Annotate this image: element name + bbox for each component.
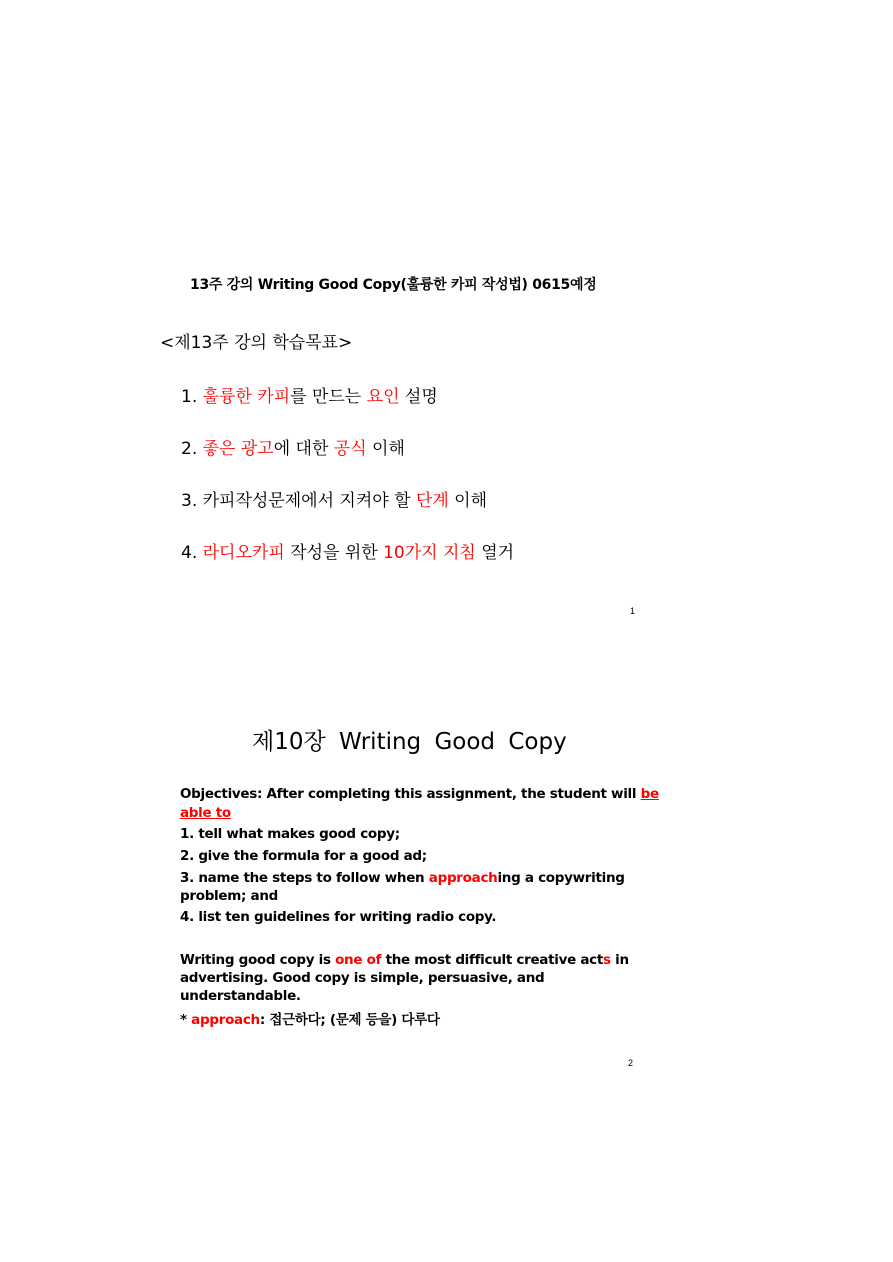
objective-item-3: 3. name the steps to follow when approaching a copywriting (180, 870, 625, 886)
highlight: one of (335, 952, 382, 968)
paragraph-line: understandable. (180, 988, 301, 1004)
goal-2: 2. 좋은 광고에 대한 공식 이해 (181, 439, 405, 459)
highlight: 공식 (333, 439, 367, 459)
highlight: 좋은 광고 (202, 439, 274, 459)
highlight: be (640, 786, 659, 802)
highlight: 단계 (415, 491, 449, 511)
goal-1: 1. 훌륭한 카피를 만드는 요인 설명 (181, 387, 438, 407)
goal-3: 3. 카피작성문제에서 지켜야 할 단계 이해 (181, 491, 488, 511)
highlight: 요인 (366, 387, 400, 407)
paragraph-line: Writing good copy is one of the most difficult creative acts in (180, 952, 629, 968)
objectives-line-cont: able to (180, 805, 231, 821)
objective-item-4: 4. list ten guidelines for writing radio copy. (180, 909, 497, 925)
objective-item-1: 1. tell what makes good copy; (180, 826, 400, 842)
highlight: 훌륭한 카피 (202, 387, 291, 407)
objectives-line: Objectives: After completing this assignment, the student will be (180, 786, 659, 802)
goal-4: 4. 라디오카피 작성을 위한 10가지 지침 열거 (181, 543, 515, 563)
objective-item-3-cont: problem; and (180, 888, 278, 904)
highlight: approach (191, 1012, 260, 1028)
objective-item-2: 2. give the formula for a good ad; (180, 848, 427, 864)
page-number: 1 (630, 606, 636, 616)
slide2-title: 제10장 Writing Good Copy (252, 729, 567, 755)
paragraph-line: advertising. Good copy is simple, persuasive, and (180, 970, 545, 986)
learning-goals-heading: <제13주 강의 학습목표> (160, 333, 353, 353)
highlight: approach (428, 870, 498, 886)
highlight: s (603, 952, 611, 968)
highlight: 10가지 지침 (383, 543, 476, 563)
highlight: 라디오카피 (202, 543, 285, 563)
slide1-title: 13주 강의 Writing Good Copy(훌륭한 카피 작성법) 0615예정 (190, 277, 597, 293)
vocab-note: * approach: 접근하다; (문제 등을) 다루다 (180, 1012, 440, 1028)
page-number: 2 (628, 1058, 634, 1068)
